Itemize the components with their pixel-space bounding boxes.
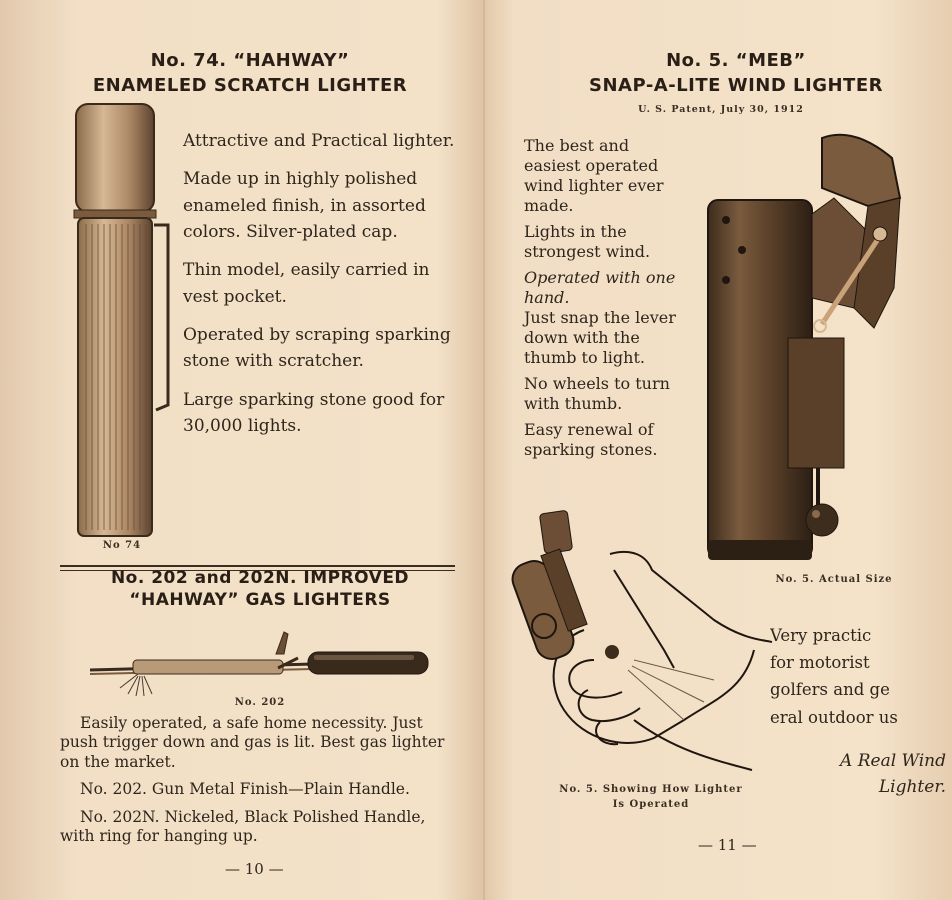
hahway-paragraph-2: Made up in highly polished enameled finish, in assorted colors. Silver-plated cap. — [183, 169, 426, 243]
hahway-title-line2: ENAMELED SCRATCH LIGHTER — [92, 75, 408, 96]
hand-caption — [516, 784, 786, 810]
hahway-paragraph-1: Attractive and Practical lighter. — [183, 131, 455, 151]
right-page — [486, 0, 952, 900]
section-divider-top — [60, 565, 455, 567]
hahway-paragraph-3: Thin model, easily carried in vest pocket. — [183, 260, 430, 307]
gas-paragraph-1: Easily operated, a safe home necessity. Just push trigger down and gas is lit. Best gas lighter on the market. — [60, 714, 445, 771]
meb-image-caption: No. 5. Actual Size — [775, 574, 893, 585]
tagline — [786, 748, 946, 801]
right-page-number: — 11 — — [698, 836, 757, 854]
meb-paragraph-5: No wheels to turn with thumb. — [524, 374, 670, 413]
gas-title — [95, 568, 425, 610]
hand-operating-lighter-illustration — [514, 510, 774, 780]
meb-paragraph-2: Lights in the strongest wind. — [524, 222, 651, 261]
left-page-number: — 10 — — [225, 860, 284, 878]
gas-paragraph-3: No. 202N. Nickeled, Black Polished Handle, with ring for hanging up. — [60, 807, 426, 845]
tagline-line2: Lighter. — [878, 777, 946, 798]
hahway-description — [183, 128, 458, 451]
meb-paragraph-1: The best and easiest operated wind lighter ever made. — [524, 136, 664, 215]
hand-caption-line2: Is Operated — [612, 799, 690, 810]
gas-lighter-illustration — [88, 628, 433, 698]
gas-title-line1: No. 202 and 202N. IMPROVED — [110, 568, 410, 588]
meb-description — [524, 136, 689, 466]
meb-paragraph-6: Easy renewal of sparking stones. — [524, 420, 658, 459]
side-line-4: eral outdoor us — [770, 707, 898, 727]
hahway-image-caption: No 74 — [102, 540, 142, 551]
gas-description — [60, 714, 460, 854]
hahway-paragraph-4: Operated by scraping sparking stone with scratcher. — [183, 325, 451, 372]
hahway-title — [60, 50, 440, 96]
meb-title-line1: No. 5. “MEB” — [666, 50, 806, 71]
hahway-lighter-illustration — [70, 100, 180, 540]
side-description — [770, 622, 952, 731]
gas-title-line2: “HAHWAY” GAS LIGHTERS — [129, 590, 391, 610]
side-line-2: for motorist — [770, 653, 870, 673]
hahway-paragraph-5: Large sparking stone good for 30,000 lights. — [183, 389, 445, 437]
gas-image-caption: No. 202 — [234, 697, 286, 708]
tagline-line1: A Real Wind — [840, 751, 946, 771]
meb-lighter-illustration — [704, 128, 919, 568]
meb-patent: U. S. Patent, July 30, 1912 — [638, 104, 804, 115]
meb-paragraph-3: Operated with one hand. — [524, 268, 676, 307]
side-line-3: golfers and ge — [770, 680, 890, 700]
hand-caption-line1: No. 5. Showing How Lighter — [559, 784, 743, 795]
hahway-title-line1: No. 74. “HAHWAY” — [150, 50, 350, 71]
meb-paragraph-4: Just snap the lever down with the thumb to light. — [524, 308, 676, 367]
gas-paragraph-2: No. 202. Gun Metal Finish—Plain Handle. — [80, 780, 410, 799]
meb-title-line2: SNAP-A-LITE WIND LIGHTER — [589, 75, 883, 96]
side-line-1: Very practic — [770, 626, 872, 645]
meb-title — [546, 50, 926, 96]
